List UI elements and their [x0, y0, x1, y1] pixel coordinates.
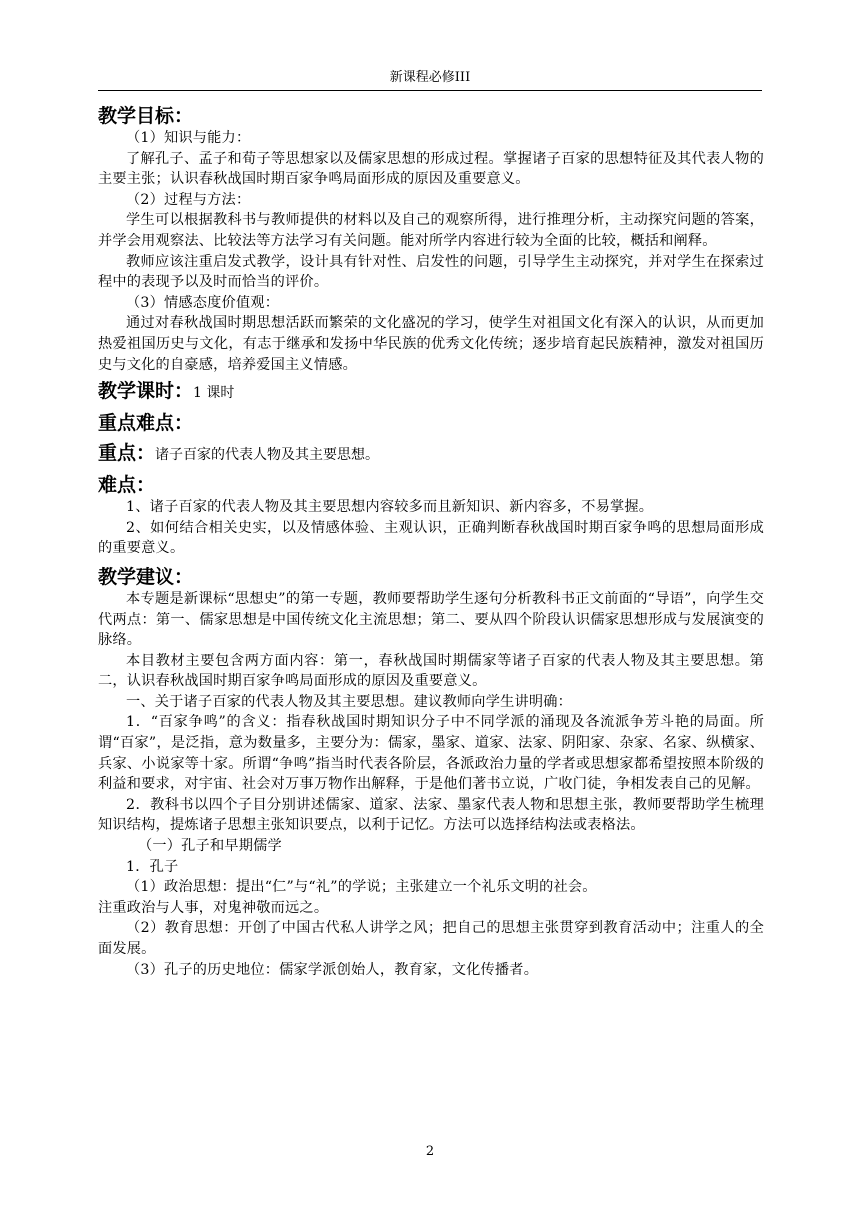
objective-emotion-label: （3）情感态度价值观：: [126, 294, 280, 311]
heading-objectives: 教学目标：: [98, 105, 194, 127]
heading-hours: [98, 379, 764, 405]
heading-focus: [98, 441, 764, 467]
focus-heading-text: 重点：: [98, 442, 156, 465]
suggestion-paragraph-1: 本专题是新课标“思想史”的第一专题，教师要帮助学生逐句分析教科书正文前面的“导语”，向学生交代两点：第一、儒家思想是中国传统文化主流思想；第二、要从四个阶段认识儒家思想形成与发展演变的脉络。: [98, 590, 764, 649]
difficult-point-1: 1、诸子百家的代表人物及其主要思想内容较多而且新知识、新内容多，不易掌握。: [126, 499, 654, 516]
hours-value: 1 课时: [193, 385, 235, 402]
page-content: [98, 104, 764, 980]
page-number: 2: [425, 1144, 435, 1159]
objective-knowledge-label: （1）知识与能力：: [126, 130, 251, 146]
confucius-education-thought: （2）教育思想：开创了中国古代私人讲学之风；把自己的思想主张贯穿到教育活动中；注重人的全面发展。: [98, 920, 764, 957]
heading-difficult: 难点：: [98, 474, 156, 497]
objective-method-label: （2）过程与方法：: [126, 191, 251, 208]
objective-method-text-1: 学生可以根据教科书与教师提供的材料以及自己的观察所得，进行推理分析，主动探究问题的答案，并学会用观察法、比较法等方法学习有关问题。能对所学内容进行较为全面的比较，概括和阐释。: [98, 212, 764, 249]
focus-text: 诸子百家的代表人物及其主要思想。: [155, 447, 380, 464]
hours-heading-text: 教学课时：: [98, 380, 194, 403]
difficult-point-2: 2、如何结合相关史实，以及情感体验、主观认识，正确判断春秋战国时期百家争鸣的思想局面形成的重要意义。: [98, 519, 764, 557]
suggestion-paragraph-3: 一、关于诸子百家的代表人物及其主要思想。建议教师向学生讲明确：: [126, 693, 573, 710]
suggestion-paragraph-2: 本目教材主要包含两方面内容：第一，春秋战国时期儒家等诸子百家的代表人物及其主要思想。第二，认识春秋战国时期百家争鸣局面形成的原因及重要意义。: [98, 652, 764, 690]
heading-suggestions: 教学建议：: [98, 565, 194, 588]
subsection-confucius-early: （一）孔子和早期儒学: [138, 838, 282, 855]
suggestion-paragraph-4: 1．“百家争鸣”的含义：指春秋战国时期知识分子中不同学派的涌现及各流派争芳斗艳的局面。所谓“百家”，是泛指，意为数量多，主要分为：儒家，墨家、道家、法家、阴阳家、杂家、名家、纵横家、兵家、小说家等十家。所谓“争鸣”指当时代表各阶层，各派政治力量的学者或思想家都希望按照本阶级的利益和要求，对宇宙、社会对万事万物作出解释，于是他们著书立说，广收门徒，争相发表自己的见解。: [98, 714, 764, 793]
header-rule: [98, 90, 762, 91]
running-header: 新课程必修III: [389, 70, 471, 85]
objective-method-text-2: 教师应该注重启发式教学，设计具有针对性、启发性的问题，引导学生主动探究，并对学生在探索过程中的表现予以及时而恰当的评价。: [98, 253, 764, 291]
objective-emotion-text: 通过对春秋战国时期思想活跃而繁荣的文化盛况的学习，使学生对祖国文化有深入的认识，从而更加热爱祖国历史与文化，有志于继承和发扬中华民族的优秀文化传统；逐步培育起民族精神，激发对祖国历史与文化的自豪感，培养爱国主义情感。: [98, 315, 764, 373]
confucius-political-continued: 注重政治与人事，对鬼神敬而远之。: [98, 899, 329, 916]
item-confucius: 1．孔子: [126, 858, 179, 875]
heading-key-points: 重点难点：: [98, 412, 194, 435]
confucius-historical-status: （3）孔子的历史地位：儒家学派创始人，教育家，文化传播者。: [126, 961, 539, 978]
objective-knowledge-text: 了解孔子、孟子和荀子等思想家以及儒家思想的形成过程。掌握诸子百家的思想特征及其代表人物的主要主张；认识春秋战国时期百家争鸣局面形成的原因及重要意义。: [98, 150, 764, 188]
confucius-political-thought: （1）政治思想：提出“仁”与“礼”的学说；主张建立一个礼乐文明的社会。: [126, 879, 597, 896]
suggestion-paragraph-5: 2．教科书以四个子目分别讲述儒家、道家、法家、墨家代表人物和思想主张，教师要帮助学生梳理知识结构，提炼诸子思想主张知识要点，以利于记忆。方法可以选择结构法或表格法。: [98, 796, 764, 834]
